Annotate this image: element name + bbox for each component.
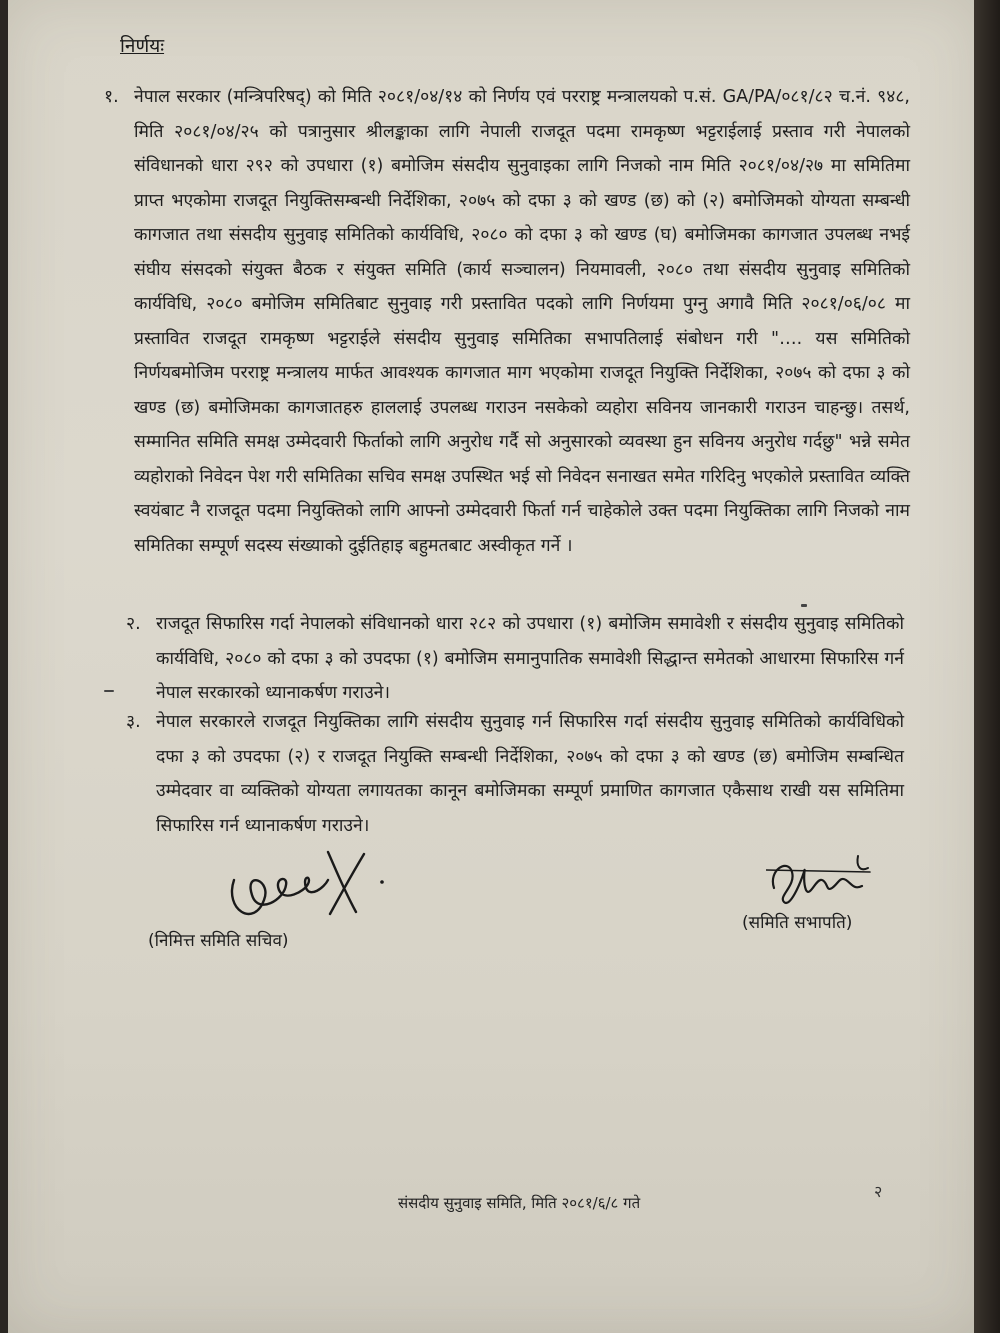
- decision-item-3: [126, 705, 904, 843]
- item-text: नेपाल सरकार (मन्त्रिपरिषद्) को मिति २०८१/०४/१४ को निर्णय एवं परराष्ट्र मन्त्रालयको प.सं. GA/PA/०८१/८२ च.नं. ९४८, मिति २०८१/०४/२५ को पत्रानुसार श्रीलङ्काका लागि नेपाली राजदूत पदमा रामकृष्ण भट्टराईलाई प्रस्ताव गरी नेपालको संविधानको धारा २९२ को उपधारा (१) बमोजिम संसदीय सुनुवाइका लागि निजको नाम मिति २०८१/०४/२७ मा समितिमा प्राप्त भएकोमा राजदूत नियुक्तिसम्बन्धी निर्देशिका, २०७५ को दफा ३ को खण्ड (छ) को (२) बमोजिमको योग्यता सम्बन्धी कागजात तथा संसदीय सुनुवाइ समितिको कार्यविधि, २०८० को दफा ३ को खण्ड (घ) बमोजिमका कागजात उपलब्ध नभई संघीय संसदको संयुक्त बैठक र संयुक्त समिति (कार्य सञ्चालन) नियमावली, २०८० तथा संसदीय सुनुवाइ समितिको कार्यविधि, २०८० बमोजिम समितिबाट सुनुवाइ गरी प्रस्तावित पदको लागि निर्णयमा पुग्नु अगावै मिति २०८१/०६/०८ मा प्रस्तावित राजदूत रामकृष्ण भट्टराईले संसदीय सुनुवाइ समितिका सभापतिलाई संबोधन गरी "…. यस समितिको निर्णयबमोजिम परराष्ट्र मन्त्रालय मार्फत आवश्यक कागजात माग भएकोमा राजदूत नियुक्ति निर्देशिका, २०७५ को दफा ३ को खण्ड (छ) बमोजिमका कागजातहरु हाललाई उपलब्ध गराउन नसकेको व्यहोरा सविनय जानकारी गराउन चाहन्छु। तसर्थ, सम्मानित समिति समक्ष उम्मेदवारी फिर्ताको लागि अनुरोध गर्दै सो अनुसारको व्यवस्था हुन सविनय अनुरोध गर्दछु" भन्ने समेत व्यहोराको निवेदन पेश गरी समितिका सचिव समक्ष उपस्थित भई सो निवेदन सनाखत समेत गरिदिनु भएकोले प्रस्तावित व्यक्ति स्वयंबाट नै राजदूत पदमा नियुक्तिको लागि आफ्नो उम्मेदवारी फिर्ता गर्न चाहेकोले उक्त पदमा नियुक्तिका लागि निजको नाम समितिका सम्पूर्ण सदस्य संख्याको दुईतिहाइ बहुमतबाट अस्वीकृत गर्ने ।: [134, 87, 910, 556]
- chairperson-signature: [766, 850, 876, 910]
- background-edge: [974, 0, 1000, 1333]
- chairperson-label: (समिति सभापति): [742, 913, 853, 933]
- heading: निर्णयः: [120, 35, 165, 57]
- page-number: २: [874, 1182, 883, 1201]
- document-page: [8, 0, 976, 1333]
- secretary-signature: [224, 840, 394, 930]
- decision-item-1: [104, 80, 910, 563]
- decision-item-2: [126, 607, 904, 711]
- item-number: ३.: [126, 712, 141, 732]
- item-number: १.: [104, 87, 119, 107]
- secretary-label: (निमित्त समिति सचिव): [148, 931, 289, 951]
- item-number: २.: [126, 614, 141, 634]
- pen-mark: [801, 604, 807, 607]
- footer: संसदीय सुनुवाइ समिति, मिति २०८१/६/८ गते: [398, 1194, 641, 1212]
- pen-mark: [104, 690, 114, 692]
- item-text: नेपाल सरकारले राजदूत नियुक्तिका लागि संसदीय सुनुवाइ गर्न सिफारिस गर्दा संसदीय सुनुवाइ समितिको कार्यविधिको दफा ३ को उपदफा (२) र राजदूत नियुक्ति सम्बन्धी निर्देशिका, २०७५ को दफा ३ को खण्ड (छ) बमोजिम सम्बन्धित उम्मेदवार वा व्यक्तिको योग्यता लगायतका कानून बमोजिमका सम्पूर्ण प्रमाणित कागजात एकैसाथ राखी यस समितिमा सिफारिस गर्न ध्यानाकर्षण गराउने।: [156, 712, 904, 836]
- item-text: राजदूत सिफारिस गर्दा नेपालको संविधानको धारा २८२ को उपधारा (१) बमोजिम समावेशी र संसदीय सुनुवाइ समितिको कार्यविधि, २०८० को दफा ३ को उपदफा (१) बमोजिम समानुपातिक समावेशी सिद्धान्त समेतको आधारमा सिफारिस गर्न नेपाल सरकारको ध्यानाकर्षण गराउने।: [156, 614, 904, 703]
